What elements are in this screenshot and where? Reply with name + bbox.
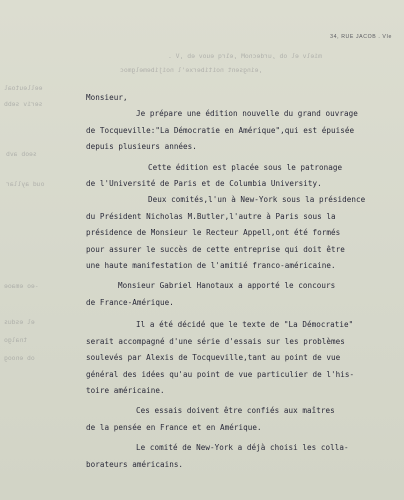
letter-line: Deux comités,l'un à New-York sous la présidence [148,195,366,205]
letter-line: Monsieur Gabriel Hanotaux a apporté le concours [118,281,336,291]
bleed-through-text: mielv el ob ,urdecnoM ,eìrq euov eb ,V . ,eingsent noitiberxe'l noijibemelgmoc eelleutoal seriv sebb seob avb oud ayllar -eo emaoe el esdus tnalgo ob enoog [4,52,322,362]
letter-line: Le comité de New-York a déjà choisi les colla- [136,443,349,453]
letter-line: depuis plusieurs années. [86,142,197,152]
letter-line: borateurs américains. [86,459,184,469]
letter-line: présidence de Monsieur le Recteur Appell,ont été formés [86,228,341,238]
letter-line: une haute manifestation de l'amitié franco-américaine. [86,261,336,271]
letter-line: pour assurer le succès de cette entreprise qui doit être [86,244,345,254]
letter-line: Il a été décidé que le texte de "La Démocratie" [136,320,354,330]
salutation: Monsieur, [86,93,128,102]
letter-line: de France-Amérique. [86,297,174,307]
letter-line: de Tocqueville:"La Démocratie en Amérique",qui est épuisée [86,125,355,135]
letter-line: toire américaine. [86,385,165,395]
letter-line: Cette édition est placée sous le patronage [148,162,343,172]
letter-line: soulevés par Alexis de Tocqueville,tant au point de vue [86,353,341,363]
letterhead-address: 34, RUE JACOB . VIe [330,34,392,40]
letter-line: Ces essais doivent être confiés aux maîtres [136,406,335,416]
letter-line: du Président Nicholas M.Butler,l'autre à Paris sous la [86,211,336,221]
letter-body [58,90,398,473]
letter-line: de la pensée en France et en Amérique. [86,422,262,432]
letter-line: de l'Université de Paris et de Columbia University. [86,179,322,189]
letter-line: serait accompagné d'une série d'essais sur les problèmes [86,336,345,346]
letter-line: Je prépare une édition nouvelle du grand ouvrage [136,109,358,119]
letter-line: général des idées qu'au point de vue particulier de l'his- [86,369,355,379]
